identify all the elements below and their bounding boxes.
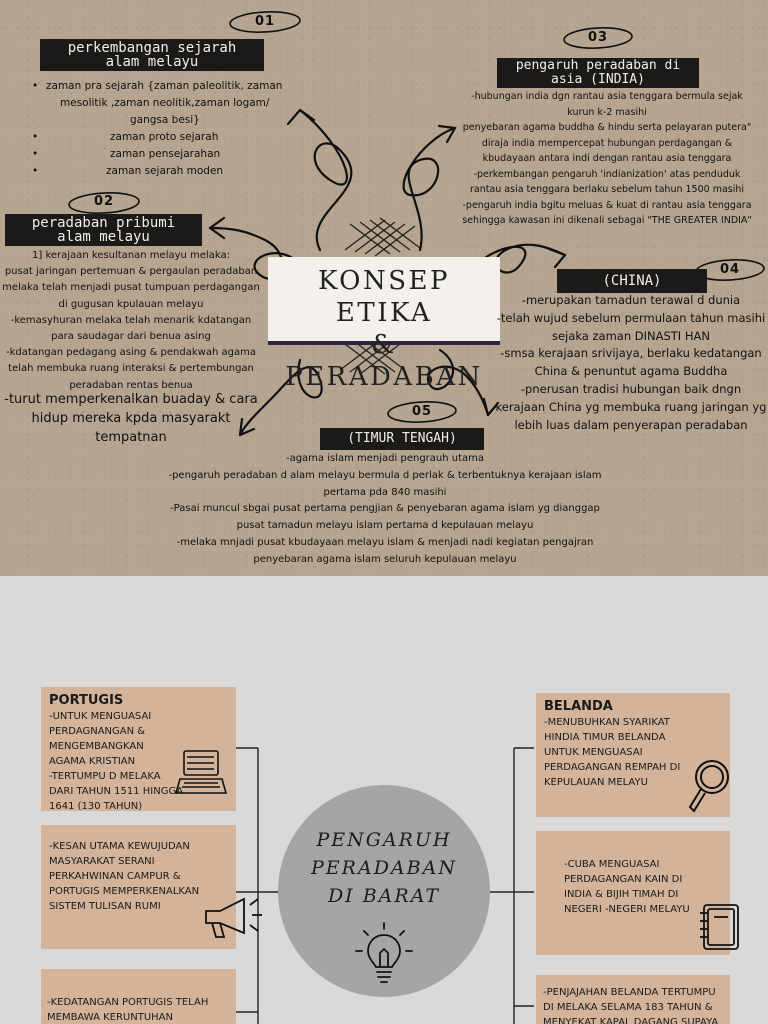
section-number-05: 05 [411, 404, 433, 419]
main-title-line-2: & PERADABAN [285, 330, 483, 392]
section-02-text: 1] kerajaan kesultanan melayu melaka: pusat jaringan pertemuan & pergaulan peradaban melaka telah menjadi pusat tumpuan perdagangan di gugusan kpulauan melayu -kemasyhuran melaka telah menarik kdatangan para saudagar dari benua asing -kdatangan pedagang asing & pendakwah agama telah membuka ruang interaksi & pertembungan peradaban rentas benua [2, 250, 260, 391]
center-title-line-3: DI BARAT [327, 885, 441, 907]
western-influence-diagram [0, 576, 768, 1024]
center-title-line-2: PERADABAN [311, 857, 457, 879]
section-03-text: -hubungan india dgn rantau asia tenggara bermula sejak kurun k-2 masihi penyebaran agama buddha & hindu serta pelayaran putera" diraja india mempercepat hubungan perdagangan & kbudayaan antara indi dengan rantau asia tenggara -perkembangan pengaruh 'indianization' atas penduduk rantau asia tenggara berlaku sebelum tahun 1500 masihi -pengaruh india bgitu meluas & kuat di rantau asia tenggara sehingga kawasan ini dikenali sebagai "THE GREATER INDIA" [462, 91, 752, 226]
belanda-trade-box: -CUBA MENGUASAI PERDAGANGAN KAIN DI INDIA & BIJIH TIMAH DI NEGERI -NEGERI MELAYU [536, 831, 730, 955]
laptop-icon [172, 745, 228, 801]
list-item: gangsa besi} [130, 114, 200, 126]
section-number-01: 01 [254, 14, 276, 29]
main-title-line-1: KONSEP ETIKA [317, 266, 451, 328]
section-number-02: 02 [93, 194, 115, 209]
lightbulb-icon [354, 921, 414, 985]
megaphone-icon [200, 893, 266, 943]
section-heading-02: peradaban pribumi alam melayu [5, 214, 202, 246]
magnifier-icon [684, 755, 734, 819]
belanda-melaka-box: -PENJAJAHAN BELANDA TERTUMPU DI MELAKA SELAMA 183 TAHUN & MENYEKAT KAPAL DAGANG SUPAYA [536, 975, 730, 1024]
section-05-text: -agama islam menjadi pengrauh utama -pengaruh peradaban d alam melayu bermula d perlak & terbentuknya kerajaan islam pertama pda 840 masihi -Pasai muncul sbgai pusat pertama pengjian & penyebaran agama islam yg dianggap pusat tamadun melayu islam pertama d kepulauan melayu -melaka mnjadi pusat kbudayaan melayu islam & menjadi nadi kegiatan pengajran penyebaran agama islam seluruh kepulauan melayu [168, 453, 602, 565]
section-heading-01: perkembangan sejarah alam melayu [40, 39, 264, 71]
portugis-arrival-box: -KEDATANGAN PORTUGIS TELAH MEMBAWA KERUNTUHAN [41, 969, 236, 1024]
list-item: • zaman proto sejarah [32, 131, 219, 143]
section-heading-05: (TIMUR TENGAH) [320, 428, 484, 450]
main-title-card [268, 257, 500, 392]
section-heading-04: (CHINA) [557, 269, 707, 293]
section-number-04: 04 [719, 262, 741, 277]
box-heading: BELANDA [544, 699, 613, 714]
section-04-text: -merupakan tamadun terawal d dunia -telah wujud sebelum permulaan tahun masihi sejaka zaman DINASTI HAN -smsa kerajaan srivijaya, berlaku kedatangan China & penuntut agama Buddha -pnerusan tradisi hubungan baik dngn kerajaan China yg membuka ruang jaringan yg lebih luas dalam penyerapan peradaban [495, 293, 767, 432]
box-heading: PORTUGIS [49, 693, 124, 708]
portugis-box: PORTUGIS -UNTUK MENGUASAI PERDAGNANGAN & MENGEMBANGKAN AGAMA KRISTIAN -TERTUMPU D MELAKA DARI TAHUN 1511 HINGGA 1641 (130 TAHUN) [41, 687, 236, 811]
portugis-effects-box: -KESAN UTAMA KEWUJUDAN MASYARAKAT SERANI PERKAHWINAN CAMPUR & PORTUGIS MEMPERKENALKAN SISTEM TULISAN RUMI [41, 825, 236, 949]
notebook-icon [696, 901, 744, 955]
list-item: mesolitik ,zaman neolitik,zaman logam/ [60, 97, 270, 109]
section-number-03: 03 [587, 30, 609, 45]
belanda-box: BELANDA -MENUBUHKAN SYARIKAT HINDIA TIMUR BELANDA UNTUK MENGUASAI PERDAGANGAN REMPAH DI KEPULAUAN MELAYU [536, 693, 730, 817]
section-heading-03: pengaruh peradaban di asia (INDIA) [497, 58, 699, 88]
list-item: • zaman sejarah moden [32, 165, 224, 177]
section-02-emphasis: -turut memperkenalkan buaday & cara hidup mereka kpda masyarakt tempatnan [4, 392, 258, 445]
section-01-list [30, 78, 300, 180]
center-title-line-1: PENGARUH [316, 829, 452, 851]
list-item: • zaman pra sejarah {zaman paleolitik, zaman [32, 80, 283, 92]
list-item: • zaman pensejarahan [32, 148, 221, 160]
center-topic-circle [278, 785, 490, 997]
